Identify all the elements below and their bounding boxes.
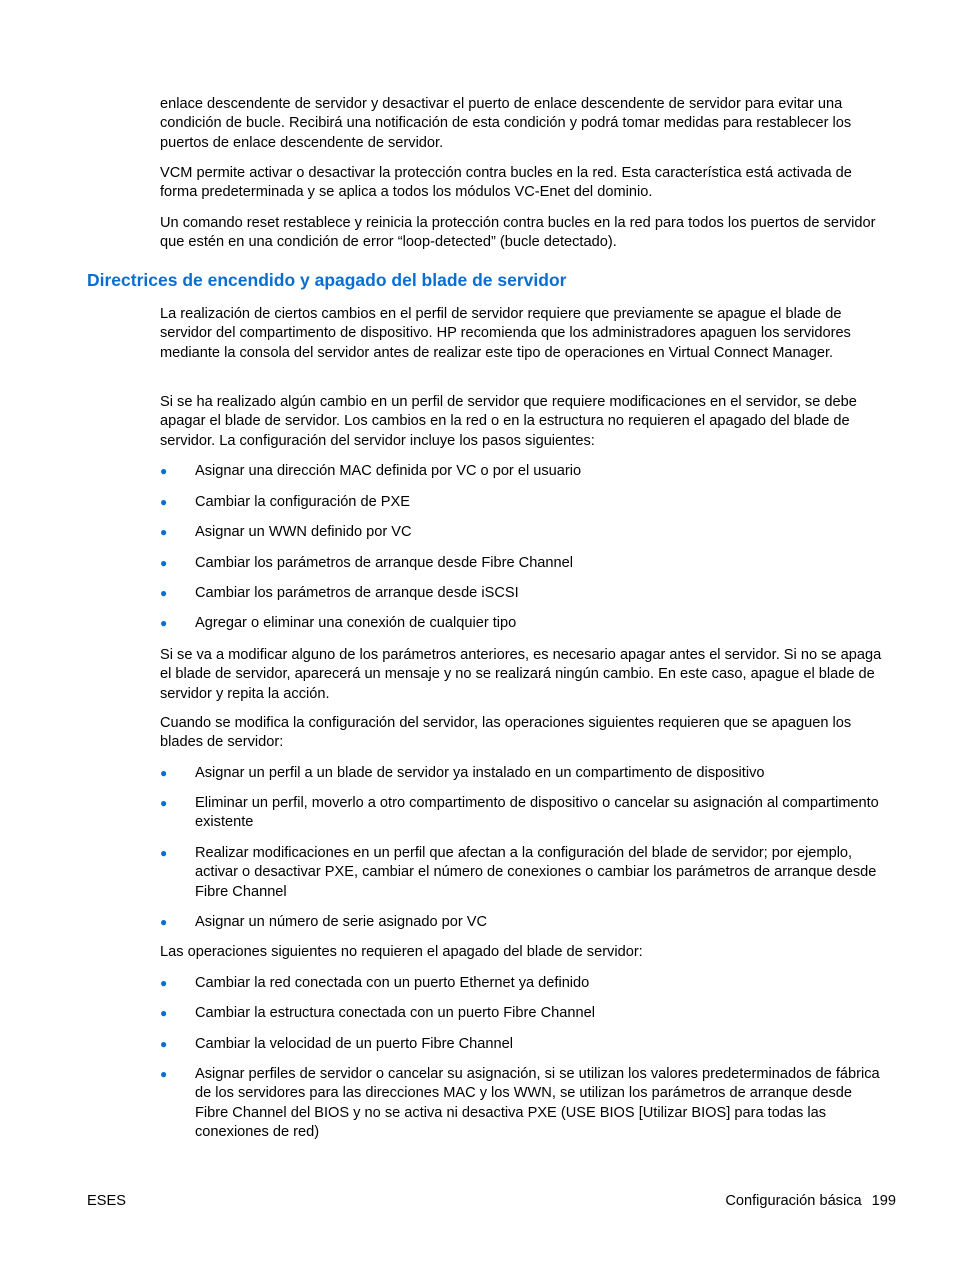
section-heading: Directrices de encendido y apagado del blade de servidor [87,270,567,290]
intro-block-3 [160,214,882,253]
bullet-icon: ● [160,586,168,600]
bullet-icon: ● [160,525,168,539]
list-item [160,844,882,902]
section-paragraph-block-5 [160,943,882,962]
list-item [160,493,882,512]
footer-section-page [725,1192,896,1211]
list-item-text: Asignar un WWN definido por VC [195,524,412,540]
list-item [160,462,882,481]
list-item-text: Agregar o eliminar una conexión de cualquier tipo [195,615,517,631]
section-paragraph-block-4 [160,714,882,753]
list-item-text: Asignar perfiles de servidor o cancelar su asignación, si se utilizan los valores predeterminados de fábrica de los servidores para las direcciones MAC y los WWN, se utilizan los parámetros de arranque desde Fibre Channel del BIOS y no se activa ni desactiva PXE (USE BIOS [Utilizar BIOS] para todas las conexiones de red) [195,1066,880,1140]
list-item [160,584,882,603]
list-item-text: Cambiar la configuración de PXE [195,494,410,510]
list-item-text: Eliminar un perfil, moverlo a otro compartimento de dispositivo o cancelar su asignación al compartimento existente [195,795,879,831]
list-item-text: Realizar modificaciones en un perfil que afectan a la configuración del blade de servidor; por ejemplo, activar o desactivar PXE, cambiar el número de conexiones o cambiar los parámetros de arranque desde Fibre Channel [195,845,877,900]
list-item [160,794,882,833]
bullet-icon: ● [160,915,168,929]
section-paragraph-block-3 [160,646,882,704]
list-item-text: Cambiar la estructura conectada con un puerto Fibre Channel [195,1005,595,1021]
bullet-icon: ● [160,495,168,509]
list-item-text: Cambiar la red conectada con un puerto Ethernet ya definido [195,975,590,991]
intro-paragraph-3: Un comando reset restablece y reinicia la protección contra bucles en la red para todos los puertos de servidor que estén en una condición de error “loop-detected” (bucle detectado). [160,215,876,251]
list-item [160,1035,882,1054]
list-item [160,974,882,993]
bullet-icon: ● [160,1037,168,1051]
footer-section-title: Configuración básica [725,1193,862,1209]
list-item-text: Cambiar los parámetros de arranque desde Fibre Channel [195,555,574,571]
bullet-icon: ● [160,1067,168,1081]
section-paragraph-2: Si se ha realizado algún cambio en un perfil de servidor que requiere modificaciones en el servidor, se debe apagar el blade de servidor. Los cambios en la red o en la estructura no requieren el apagado del blade de servidor. La configuración del servidor incluye los pasos siguientes: [160,394,857,449]
intro-paragraph-2: VCM permite activar o desactivar la protección contra bucles en la red. Esta característica está activada de forma predeterminada y se aplica a todos los módulos VC-Enet del dominio. [160,165,852,201]
list-item-text: Cambiar la velocidad de un puerto Fibre Channel [195,1036,514,1052]
bullet-icon: ● [160,1006,168,1020]
list-item-text: Cambiar los parámetros de arranque desde iSCSI [195,585,519,601]
bullet-icon: ● [160,796,168,810]
section-paragraph-block-1 [160,305,882,363]
bullet-icon: ● [160,556,168,570]
list-item [160,764,882,783]
list-item [160,614,882,633]
intro-block [160,95,882,153]
list-item [160,523,882,542]
bullet-icon: ● [160,464,168,478]
section-paragraph-5: Las operaciones siguientes no requieren el apagado del blade de servidor: [160,944,643,960]
list-item [160,1004,882,1023]
bullet-icon: ● [160,616,168,630]
bullet-icon: ● [160,766,168,780]
section-paragraph-block-2 [160,393,882,451]
section-paragraph-4: Cuando se modifica la configuración del servidor, las operaciones siguientes requieren que se apaguen los blades de servidor: [160,715,852,751]
bullet-icon: ● [160,846,168,860]
list-item-text: Asignar un perfil a un blade de servidor ya instalado en un compartimento de dispositivo [195,765,765,781]
list-item [160,913,882,932]
page-number: 199 [871,1193,896,1209]
list-item [160,554,882,573]
footer-locale: ESES [87,1193,126,1209]
list-item-text: Asignar un número de serie asignado por VC [195,914,488,930]
intro-paragraph-1: enlace descendente de servidor y desactivar el puerto de enlace descendente de servidor para evitar una condición de bucle. Recibirá una notificación de esta condición y podrá tomar medidas para restablecer los puertos de enlace descendente de servidor. [160,96,852,151]
list-item-text: Asignar una dirección MAC definida por VC o por el usuario [195,463,582,479]
bullet-icon: ● [160,976,168,990]
section-paragraph-3: Si se va a modificar alguno de los parámetros anteriores, es necesario apagar antes el servidor. Si no se apaga el blade de servidor, aparecerá un mensaje y no se realizará ningún cambio. En este caso, apague el blade de servidor y repita la acción. [160,647,882,702]
intro-block-2 [160,164,882,203]
section-paragraph-1: La realización de ciertos cambios en el perfil de servidor requiere que previamente se apague el blade de servidor del compartimento de dispositivo. HP recomienda que los administradores apaguen los servidores mediante la consola del servidor antes de realizar este tipo de operaciones en Virtual Connect Manager. [160,306,851,361]
list-item [160,1065,882,1142]
